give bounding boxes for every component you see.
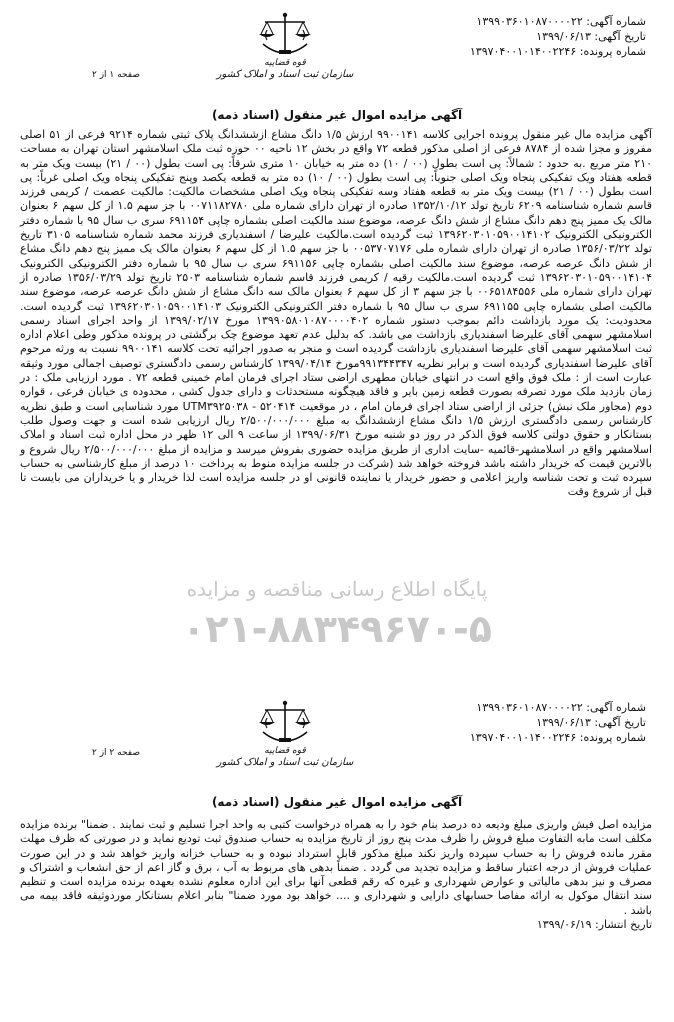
ad-meta xyxy=(470,14,646,59)
org-name-line1: قوه قضاییه xyxy=(264,746,306,756)
scales-emblem-icon xyxy=(255,10,315,58)
ad-title: آگهی مزایده اموال غیر منقول (اسناد ذمه) xyxy=(211,108,463,122)
ad-page-2 xyxy=(0,690,674,1022)
ad-date: تاریخ آگهی: ۱۳۹۹/۰۶/۱۳ xyxy=(536,30,646,43)
ad-meta xyxy=(470,700,646,745)
ad-date: تاریخ آگهی: ۱۳۹۹/۰۶/۱۳ xyxy=(536,716,646,729)
watermark-phone-number: ۰۲۱-۸۸۳۴۹۶۷۰-۵ xyxy=(182,607,492,651)
ad-body-paragraph: مزایده اصل فیش واریزی مبلغ ودیعه ده درصد بنام خود را به همراه درخواست کتبی به واحد اجرا تسلیم و ثبت نمایند . ضمنا" برنده مزایده مکلف است مابه التفاوت مبلغ فروش را ظرف مدت پنج روز از تاریخ مزایده به حساب صندوق ثبت تودیع نماید و در صورتی که ظرف مهلت مقرر مانده فروش را به حساب سپرده واریز نکند مبلغ مذکور قابل استرداد نبوده و به حساب خزانه واریز خواهد شد و در این صورت عملیات فروش از درجه اعتبار ساقط و مزایده تجدید می گردد . ضمناً بدهی های مربوط به آب ، برق و گاز اعم از حق انشعاب و اشتراک و مصرف و نیز بدهی مالیاتی و عوارض شهرداری و غیره که رقم قطعی آنها برای این اداره معلوم نشده بعهده برنده مزایده است و تنظیم سند انتقال موکول به ارائه مفاصا حسابهای دارایی و شهرداری و .... خواهد بود مورد ضمنا" بنابر اعلام بستانکار موردوثیقه فاقد بیمه می باشد . xyxy=(20,818,652,917)
page-label: صفحه ۲ از ۲ xyxy=(92,748,140,758)
org-name-line1: قوه قضاییه xyxy=(264,58,306,68)
ad-title: آگهی مزایده اموال غیر منقول (اسناد ذمه) xyxy=(211,795,463,809)
case-number: شماره پرونده: ۱۳۹۷۰۴۰۰۱۰۱۴۰۰۲۲۴۶ xyxy=(469,45,646,58)
org-name-line2: سازمان ثبت اسناد و املاک کشور xyxy=(216,69,354,80)
scales-emblem-icon xyxy=(255,698,315,746)
ad-body-text: آگهی مزایده مال غیر منقول پرونده اجرایی کلاسه ۹۹۰۰۱۴۱ ارزش ۱/۵ دانگ مشاع ازششدانگ پلاک ثبتی شماره ۹۲۱۴ فرعی از ۵۱ اصلی مفروز و مجزا شده از ۸۷۸۴ فرعی از اصلی مذکور قطعه ۷۲ واقع در بخش ۱۲ ناحیه ۰۰ حوزه ثبت ملک اسلامشهر استان تهران به مساحت ۲۱۰ متر مربع .به حدود : شمالاً: پی است بطول (۰۰ / ۱۰) ده متر به خیابان ۱۰ متری شرقاً: پی است بطول (۰۰ / ۲۱) بیست ویک متر به قطعه هفتاد ویک تفکیکی پنجاه ویک اصلی جنوباً: پی است بطول (۰۰ / ۱۰) ده متر به قطعه یکصد وپنج تفکیکی پنجاه ویک اصلی غرباً: پی است بطول (۰۰ / ۲۱) بیست ویک متر به قطعه هفتاد وسه تفکیکی پنجاه ویک اصلی مشخصات مالکیت: مالکیت عصمت / کریمی فرزند قاسم شماره شناسنامه ۶۲۰۹ تاریخ تولد ۱۳۵۲/۱۰/۱۲ صادره از تهران دارای شماره ملی ۰۰۷۱۱۸۲۷۸۰ با جز سهم ۱.۵ از کل سهم ۶ بعنوان مالک یک ممیز پنج دهم دانگ مشاع از شش دانگ عرصه، موضوع سند مالکیت اصلی بشماره چاپی ۶۹۱۱۵۴ سری ب سال ۹۵ با شماره دفتر الکترونیکی الکترونیک ۱۳۹۶۲۰۳۰۱۰۵۹۰۰۱۴۱۰۲ ثبت گردیده است.مالکیت علیرضا / اسفندیاری فرزند محمد شماره شناسنامه ۳۱۰۵ تاریخ تولد ۱۳۵۶/۰۳/۲۲ صادره از تهران دارای شماره ملی ۰۰۵۳۷۰۷۱۷۶ با جز سهم ۱.۵ از کل سهم ۶ بعنوان مالک یک ممیز پنج دهم دانگ مشاع از شش دانگ عرصه عرصه، موضوع سند مالکیت اصلی بشماره چاپی ۶۹۱۱۵۶ سری ب سال ۹۵ با شماره دفتر الکترونیکی الکترونیک ۱۳۹۶۲۰۳۰۱۰۵۹۰۰۱۴۱۰۴ ثبت گردیده است.مالکیت رقیه / کریمی فرزند قاسم شماره شناسنامه ۲۵۰۳ تاریخ تولد ۱۳۵۶/۰۳/۲۹ صادره از تهران دارای شماره ملی ۰۰۶۵۱۸۴۵۵۶ با جز سهم ۳ از کل سهم ۶ بعنوان مالک سه دانگ مشاع از شش دانگ عرصه عرصه، موضوع سند مالکیت اصلی بشماره چاپی ۶۹۱۱۵۵ سری ب سال ۹۵ با شماره دفتر الکترونیکی الکترونیک ۱۳۹۶۲۰۳۰۱۰۵۹۰۰۱۴۱۰۳ ثبت گردیده است. محدودیت: یک مورد بازداشت دائم بموجب دستور شماره ۱۳۹۹۰۵۸۰۱۰۸۷۰۰۰۰۴۰۲ مورخ ۱۳۹۹/۰۲/۱۷ از واحد اجرای اسناد رسمی اسلامشهر سهمی آقای علیرضا اسفندیاری بازداشت می باشد. که بدلیل عدم تعهد موضوع چک برگشتی در پرونده مذکور وطی اعلام اداره ثبت اسلامشهر سهمی آقای علیرضا اسفندیاری بازداشت گردیده است و منجر به صدور اجرائیه تحت کلاسه ۹۹۰۰۱۴۱ نسبت به ورثه مرحوم آقای علیرضا اسفندیاری گردیده است و برابر نظریه ۹۹۱۳۴۴۳۴۷مورخ ۱۳۹۹/۰۴/۱۴ کارشناس رسمی دادگستری توصیف اجمالی مورد وثیقه عبارت است از : ملک فوق واقع است در انتهای خیابان مطهری اراضی ستاد اجرای فرمان امام خمینی قطعه ۷۲ . مورد ارزیابی ملک : در زمان بازدید ملک مورد تصرفه بصورت قطعه زمین بایر و فاقد هیچگونه مستحدثات و دارای جدول کشی ، محدوده ی خیابان فرعی ، قواره دوم (مجاور ملک نبش) جزئی از اراضی ستاد اجرای فرمان امام ، در موقعیت UTM۳۹۲۵۰۳۸ - ۵۲۰۴۱۴ مورد شناسایی است و طبق نظریه کارشناس رسمی دادگستری ارزش ۱/۵ دانگ مشاع ازششدانگ به مبلغ ۲/۵۰۰/۰۰۰/۰۰۰ ریال ارزیابی شده است و جهت وصول طلب بستانکار و حقوق دولتی کلاسه فوق الذکر در روز دو شنبه مورخ ۱۳۹۹/۰۶/۳۱ از ساعت ۹ الی ۱۲ ظهر در محل اداره ثبت اسناد و املاک اسلامشهر واقع در اسلامشهر-قائمیه -سایت اداری از طریق مزایده حضوری بفروش میرسد و مزایده از مبلغ ۲/۵۰۰/۰۰۰/۰۰۰ ریال شروع و بالاترین قیمت که خریدار داشته باشد فروخته خواهد شد (شرکت در جلسه مزایده منوط به پرداخت ۱۰ درصد از مبلغ کارشناسی به حساب سپرده ثبت و تحت شناسه واریز اعلامی و حضور خریدار یا نماینده قانونی او در جلسه مزایده است لذا خریدار و یا خریداران می بایست تا قبل از شروع وقت xyxy=(20,128,653,499)
judiciary-logo xyxy=(215,698,355,769)
watermark-site-text: پایگاه اطلاع رسانی مناقصه و مزایده xyxy=(186,577,488,601)
org-name-line2: سازمان ثبت اسناد و املاک کشور xyxy=(216,757,354,768)
ad-number: شماره آگهی: ۱۳۹۹۰۳۶۰۱۰۸۷۰۰۰۰۲۲ xyxy=(476,15,646,28)
page-label: صفحه ۱ از ۲ xyxy=(92,70,140,80)
judiciary-logo xyxy=(215,10,355,81)
ad-body-text xyxy=(20,818,652,932)
ad-number: شماره آگهی: ۱۳۹۹۰۳۶۰۱۰۸۷۰۰۰۰۲۲ xyxy=(476,701,646,714)
case-number: شماره پرونده: ۱۳۹۷۰۴۰۰۱۰۱۴۰۰۲۲۴۶ xyxy=(469,731,646,744)
publish-date: تاریخ انتشار: ۱۳۹۹/۰۶/۱۹ xyxy=(536,918,652,932)
